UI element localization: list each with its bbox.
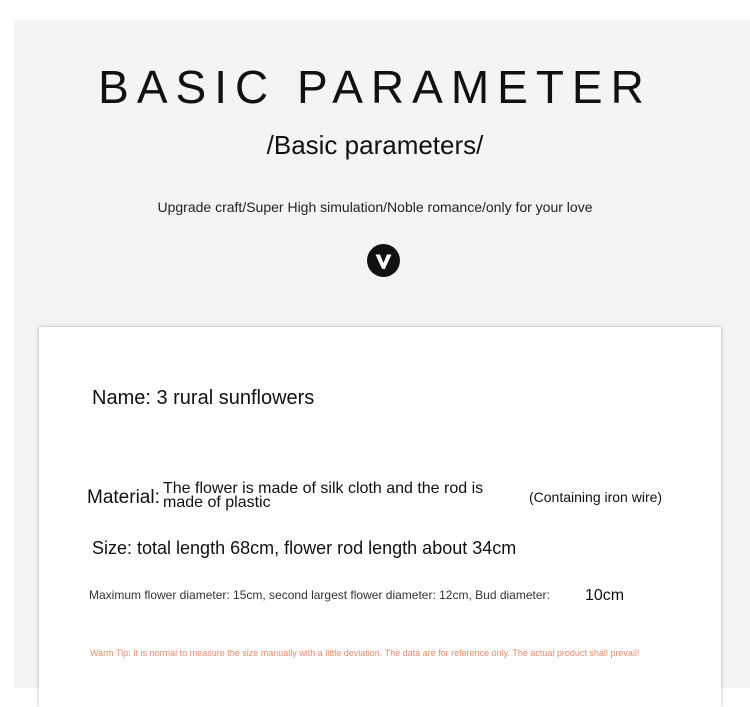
- page-title: BASIC PARAMETER: [98, 61, 652, 113]
- parameter-card: [39, 327, 721, 707]
- bud-diameter-value: 10cm: [585, 587, 625, 604]
- tagline: Upgrade craft/Super High simulation/Noble romance/only for your love: [157, 199, 593, 215]
- material-note: (Containing iron wire): [529, 489, 663, 505]
- page-subtitle: /Basic parameters/: [266, 130, 484, 160]
- material-label: Material:: [87, 487, 160, 508]
- chevron-down-circle-icon: [367, 244, 400, 277]
- product-name: Name: 3 rural sunflowers: [92, 387, 315, 409]
- size-text: Size: total length 68cm, flower rod length about 34cm: [92, 538, 517, 558]
- diameter-text: Maximum flower diameter: 15cm, second largest flower diameter: 12cm, Bud diameter:: [89, 588, 550, 602]
- material-value: The flower is made of silk cloth and the rod is made of plastic: [163, 480, 484, 511]
- warm-tip: Warm Tip: It is normal to measure the size manually with a little deviation. The data are for reference only. The actual product shall prevail!: [90, 648, 640, 658]
